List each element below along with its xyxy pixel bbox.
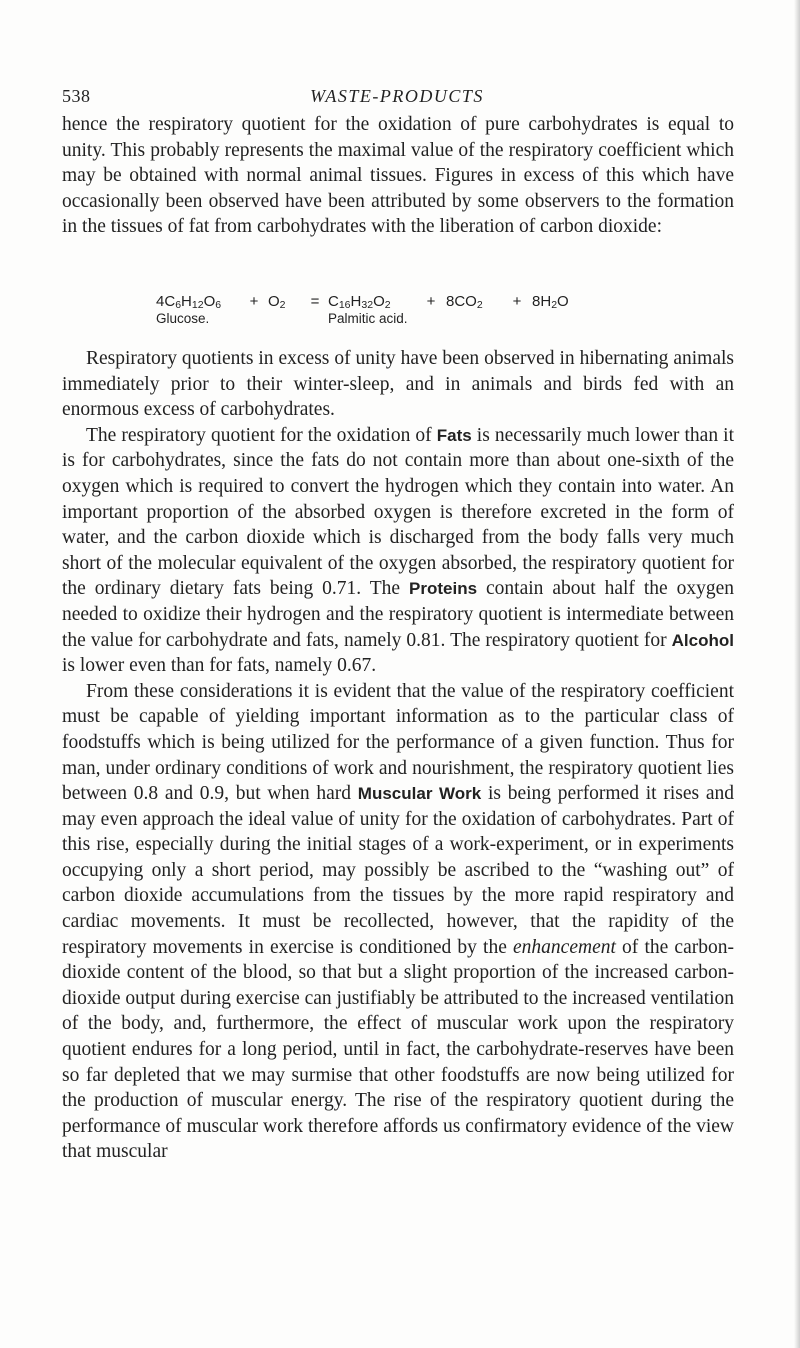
equals-sign: = <box>310 293 320 310</box>
water-formula: $8H_2O$ <box>532 293 569 311</box>
carbon-dioxide-formula: $8CO_2$ <box>446 293 483 311</box>
term-alcohol: Alcohol <box>671 630 734 650</box>
plus-sign: + <box>249 293 259 310</box>
text-block-main <box>62 346 734 1165</box>
glucose-formula: $4C_6H_{12}O_6$ <box>156 293 222 311</box>
term-fats: Fats <box>436 425 472 445</box>
chemical-equation <box>156 293 656 326</box>
term-proteins: Proteins <box>409 579 478 599</box>
page-number: 538 <box>62 86 91 106</box>
paragraph-muscular-work: From these considerations it is evident that the value of the respiratory coefficient must be capable of yielding important information as to the particular class of foodstuffs which is being utilized for the performance of a given function. Thus for man, under ordinary conditions of work and nourishment, the respiratory quotient lies between 0.8 and 0.9, but when hard Muscular Work is being performed it rises and may even approach the ideal value of unity for the oxidation of carbohydrates. Part of this rise, especially during the initial stages of a work-experiment, or in experiments occupying only a short period, may possibly be ascribed to the “washing out” of carbon dioxide accumulations from the tissues by the more rapid respiratory and cardiac movements. It must be recollected, however, that the rapidity of the respiratory movements in exercise is conditioned by the enhancement of the carbon-dioxide content of the blood, so that but a slight proportion of the increased carbon-dioxide output during exercise can justifiably be attributed to the increased ventilation of the body, and, furthermore, the effect of muscular work upon the respiratory quotient endures for a long period, until in fact, the carbohydrate-reserves have been so far depleted that we may surmise that other foodstuffs are now being utilized for the production of muscular energy. The rise of the respiratory quotient during the performance of muscular work therefore affords us confirmatory evidence of the view that muscular <box>62 680 735 1163</box>
glucose-label: Glucose. <box>156 311 210 326</box>
term-enhancement: enhancement <box>513 936 616 958</box>
text-block-top <box>62 112 734 240</box>
plus-sign: + <box>426 293 436 310</box>
paragraph-continuation: hence the respiratory quotient for the oxidation of pure carbohydrates is equal to unity. This probably represents the maximal value of the respiratory coefficient which may be obtained with normal animal tissues. Figures in excess of this which have occasionally been observed have been attributed by some observers to the formation in the tissues of fat from carbohydrates with the liberation of carbon dioxide: <box>62 114 734 238</box>
paragraph-fats: The respiratory quotient for the oxidation of Fats is necessarily much lower than it is for carbohydrates, since the fats do not contain more than about one-sixth of the oxygen which is required to convert the hydrogen which they contain into water. An important proportion of the absorbed oxygen is therefore excreted in the form of water, and the carbon dioxide which is discharged from the body falls very much short of the molecular equivalent of the oxygen absorbed, the respiratory quotient for the ordinary dietary fats being 0.71. The Proteins contain about half the oxygen needed to oxidize their hydrogen and the respiratory quotient is intermediate between the value for carbohydrate and fats, namely 0.81. The respiratory quotient for Alcohol is lower even than for fats, namely 0.67. <box>62 424 735 677</box>
equation-formula <box>156 293 656 310</box>
oxygen-formula: $O_2$ <box>268 293 286 311</box>
palmitic-acid-formula: $C_{16}H_{32}O_2$ <box>328 293 391 311</box>
palmitic-acid-label: Palmitic acid. <box>328 311 408 326</box>
paragraph-hibernation: Respiratory quotients in excess of unity have been observed in hibernating animals immediately prior to their winter-sleep, and in animals and birds fed with an enormous excess of carbohydrates. <box>62 348 734 421</box>
term-muscular-work: Muscular Work <box>357 784 482 804</box>
running-title: WASTE-PRODUCTS <box>310 86 484 106</box>
page-edge <box>794 0 800 1348</box>
plus-sign: + <box>512 293 522 310</box>
page-header <box>62 86 732 112</box>
equation-labels <box>156 311 656 326</box>
